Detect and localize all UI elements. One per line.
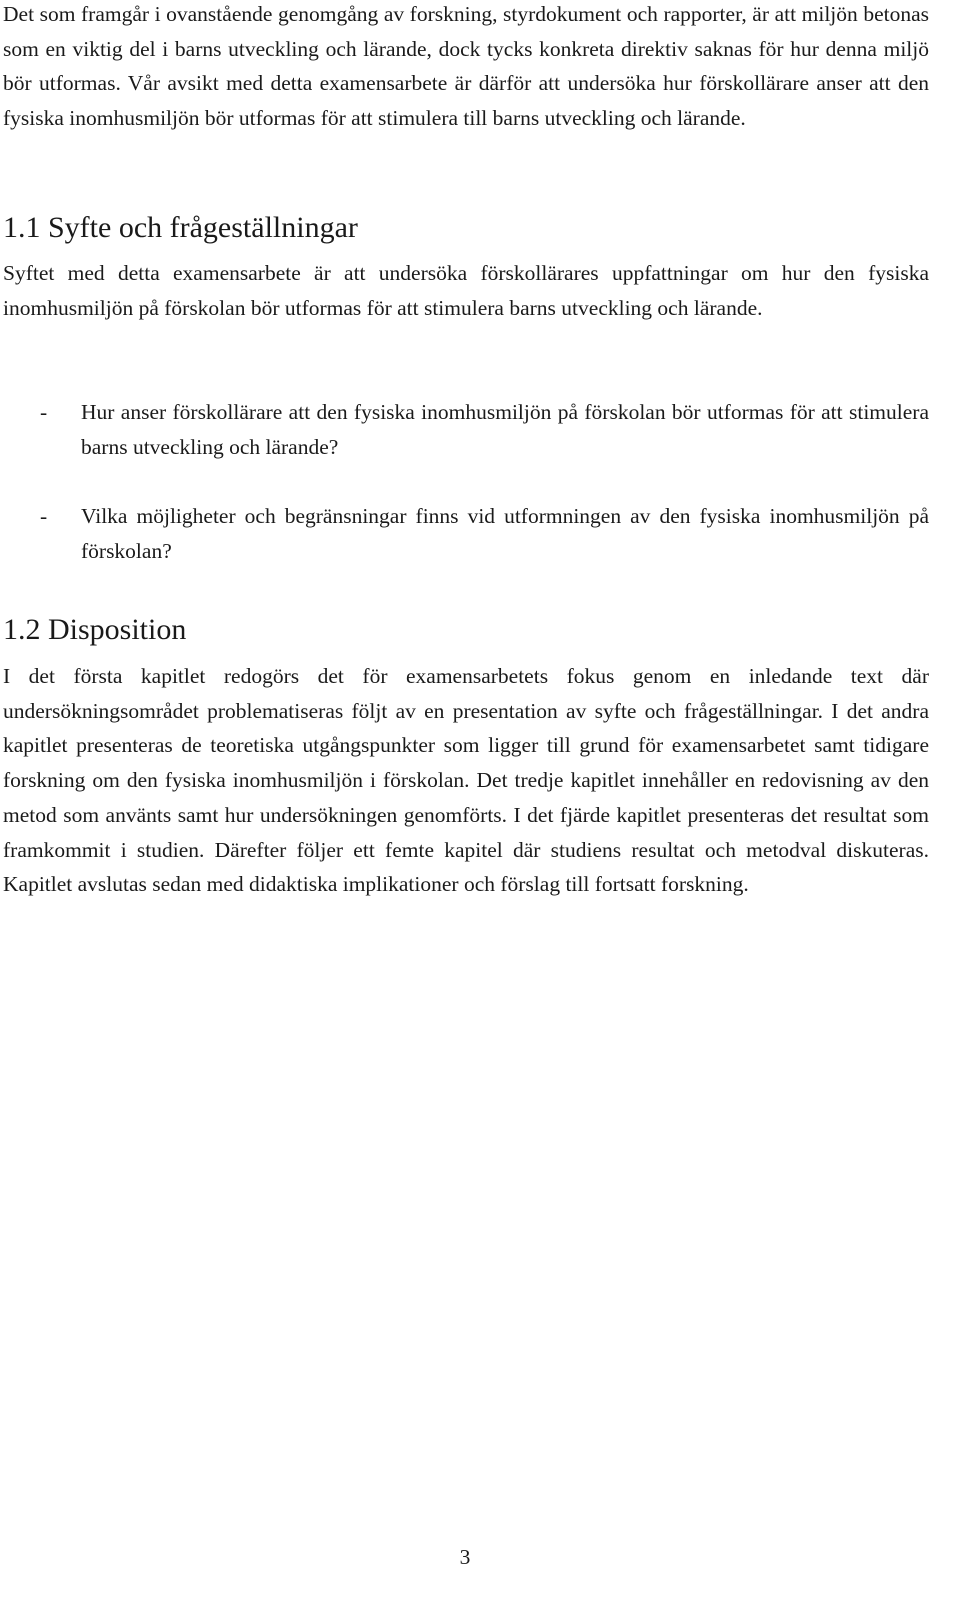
research-question-item bbox=[3, 395, 929, 464]
syfte-paragraph: Syftet med detta examensarbete är att undersöka förskollärares uppfattningar om hur den fysiska inomhusmiljön på förskolan bör utformas för att stimulera barns utveckling och lärande. bbox=[3, 261, 929, 320]
intro-paragraph: Det som framgår i ovanstående genomgång av forskning, styrdokument och rapporter, är att miljön betonas som en viktig del i barns utveckling och lärande, dock tycks konkreta direktiv saknas för hur denna miljö bör utformas. Vår avsikt med detta examensarbete är därför att undersöka hur förskollärare anser att den fysiska inomhusmiljön bör utformas för att stimulera till barns utveckling och lärande. bbox=[3, 2, 929, 131]
research-question-item bbox=[3, 499, 929, 568]
page-number: 3 bbox=[459, 1545, 471, 1569]
section-heading-syfte: 1.1 Syfte och frågeställningar bbox=[3, 211, 358, 244]
research-question-text: Hur anser förskollärare att den fysiska inomhusmiljön på förskolan bör utformas för att stimulera barns utveckling och lärande? bbox=[81, 400, 929, 459]
disposition-paragraph: I det första kapitlet redogörs det för examensarbetets fokus genom en inledande text där undersökningsområdet problematiseras följt av en presentation av syfte och frågeställningar. I det andra kapitlet presenteras de teoretiska utgångspunkter som ligger till grund för examensarbetet samt tidigare forskning om den fysiska inomhusmiljön i förskolan. Det tredje kapitlet innehåller en redovisning av den metod som använts samt hur undersökningen genomförts. I det fjärde kapitlet presenteras det resultat som framkommit i studien. Därefter följer ett femte kapitel där studiens resultat och metodval diskuteras. Kapitlet avslutas sedan med didaktiska implikationer och förslag till fortsatt forskning. bbox=[3, 664, 929, 897]
research-question-text: Vilka möjligheter och begränsningar finns vid utformningen av den fysiska inomhusmiljön på förskolan? bbox=[81, 504, 929, 563]
bullet-dash: - bbox=[40, 504, 48, 528]
bullet-dash: - bbox=[40, 400, 48, 424]
section-heading-disposition: 1.2 Disposition bbox=[3, 613, 187, 646]
